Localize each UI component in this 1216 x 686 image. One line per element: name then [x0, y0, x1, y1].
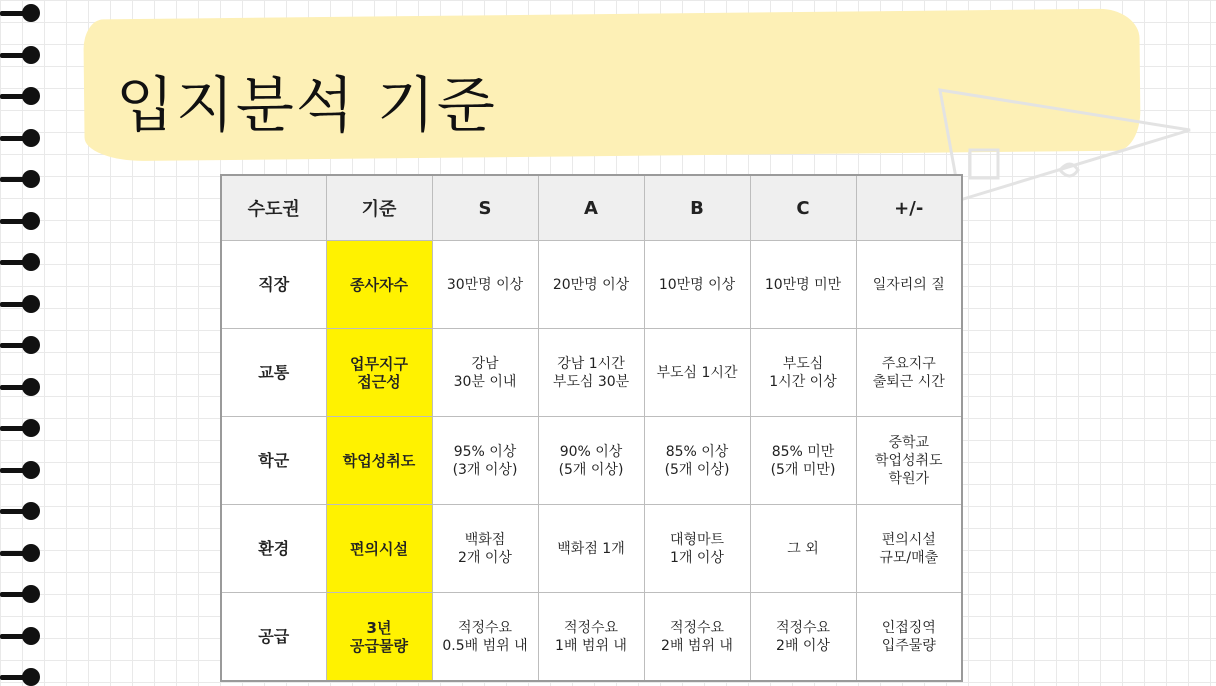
binding-ring — [0, 170, 44, 188]
notebook-binding-rings — [0, 0, 50, 684]
binding-ring — [0, 129, 44, 147]
binding-ring — [0, 378, 44, 396]
cell-grade-a: 90% 이상 (5개 이상) — [538, 417, 644, 505]
table-row — [221, 241, 962, 329]
binding-ring — [0, 585, 44, 603]
binding-ring — [0, 419, 44, 437]
cell-grade-a: 강남 1시간 부도심 30분 — [538, 329, 644, 417]
cell-grade-a: 적정수요 1배 범위 내 — [538, 593, 644, 682]
location-analysis-table — [220, 174, 963, 682]
row-criterion: 학업성취도 — [326, 417, 432, 505]
binding-ring — [0, 461, 44, 479]
row-criterion: 종사자수 — [326, 241, 432, 329]
cell-grade-b: 10만명 이상 — [644, 241, 750, 329]
cell-grade-s: 강남 30분 이내 — [432, 329, 538, 417]
table-row — [221, 329, 962, 417]
table-header-row — [221, 175, 962, 241]
header-grade-a: A — [538, 175, 644, 241]
row-criterion: 3년 공급물량 — [326, 593, 432, 682]
header-grade-c: C — [750, 175, 856, 241]
header-grade-b: B — [644, 175, 750, 241]
binding-ring — [0, 627, 44, 645]
cell-plus-minus: 주요지구 출퇴근 시간 — [856, 329, 962, 417]
cell-grade-c: 그 외 — [750, 505, 856, 593]
cell-plus-minus: 일자리의 질 — [856, 241, 962, 329]
header-grade-s: S — [432, 175, 538, 241]
header-criterion: 기준 — [326, 175, 432, 241]
table-row — [221, 505, 962, 593]
row-category: 학군 — [221, 417, 326, 505]
row-category: 환경 — [221, 505, 326, 593]
cell-grade-s: 95% 이상 (3개 이상) — [432, 417, 538, 505]
cell-plus-minus: 편의시설 규모/매출 — [856, 505, 962, 593]
header-plus-minus: +/- — [856, 175, 962, 241]
table-row — [221, 593, 962, 682]
cell-grade-s: 적정수요 0.5배 범위 내 — [432, 593, 538, 682]
table-row — [221, 417, 962, 505]
cell-grade-a: 백화점 1개 — [538, 505, 644, 593]
cell-grade-b: 부도심 1시간 — [644, 329, 750, 417]
cell-grade-b: 대형마트 1개 이상 — [644, 505, 750, 593]
page-title: 입지분석 기준 — [116, 71, 497, 141]
cell-plus-minus: 인접징역 입주물량 — [856, 593, 962, 682]
cell-grade-a: 20만명 이상 — [538, 241, 644, 329]
row-criterion: 편의시설 — [326, 505, 432, 593]
row-category: 직장 — [221, 241, 326, 329]
cell-grade-c: 적정수요 2배 이상 — [750, 593, 856, 682]
binding-ring — [0, 544, 44, 562]
cell-grade-s: 백화점 2개 이상 — [432, 505, 538, 593]
binding-ring — [0, 502, 44, 520]
binding-ring — [0, 668, 44, 686]
cell-grade-c: 85% 미만 (5개 미만) — [750, 417, 856, 505]
binding-ring — [0, 295, 44, 313]
cell-grade-s: 30만명 이상 — [432, 241, 538, 329]
binding-ring — [0, 46, 44, 64]
binding-ring — [0, 253, 44, 271]
cell-grade-c: 부도심 1시간 이상 — [750, 329, 856, 417]
header-region: 수도권 — [221, 175, 326, 241]
cell-grade-b: 적정수요 2배 범위 내 — [644, 593, 750, 682]
binding-ring — [0, 336, 44, 354]
cell-grade-c: 10만명 미만 — [750, 241, 856, 329]
binding-ring — [0, 87, 44, 105]
cell-plus-minus: 중학교 학업성취도 학원가 — [856, 417, 962, 505]
row-criterion: 업무지구 접근성 — [326, 329, 432, 417]
binding-ring — [0, 212, 44, 230]
binding-ring — [0, 4, 44, 22]
row-category: 공급 — [221, 593, 326, 682]
cell-grade-b: 85% 이상 (5개 이상) — [644, 417, 750, 505]
row-category: 교통 — [221, 329, 326, 417]
